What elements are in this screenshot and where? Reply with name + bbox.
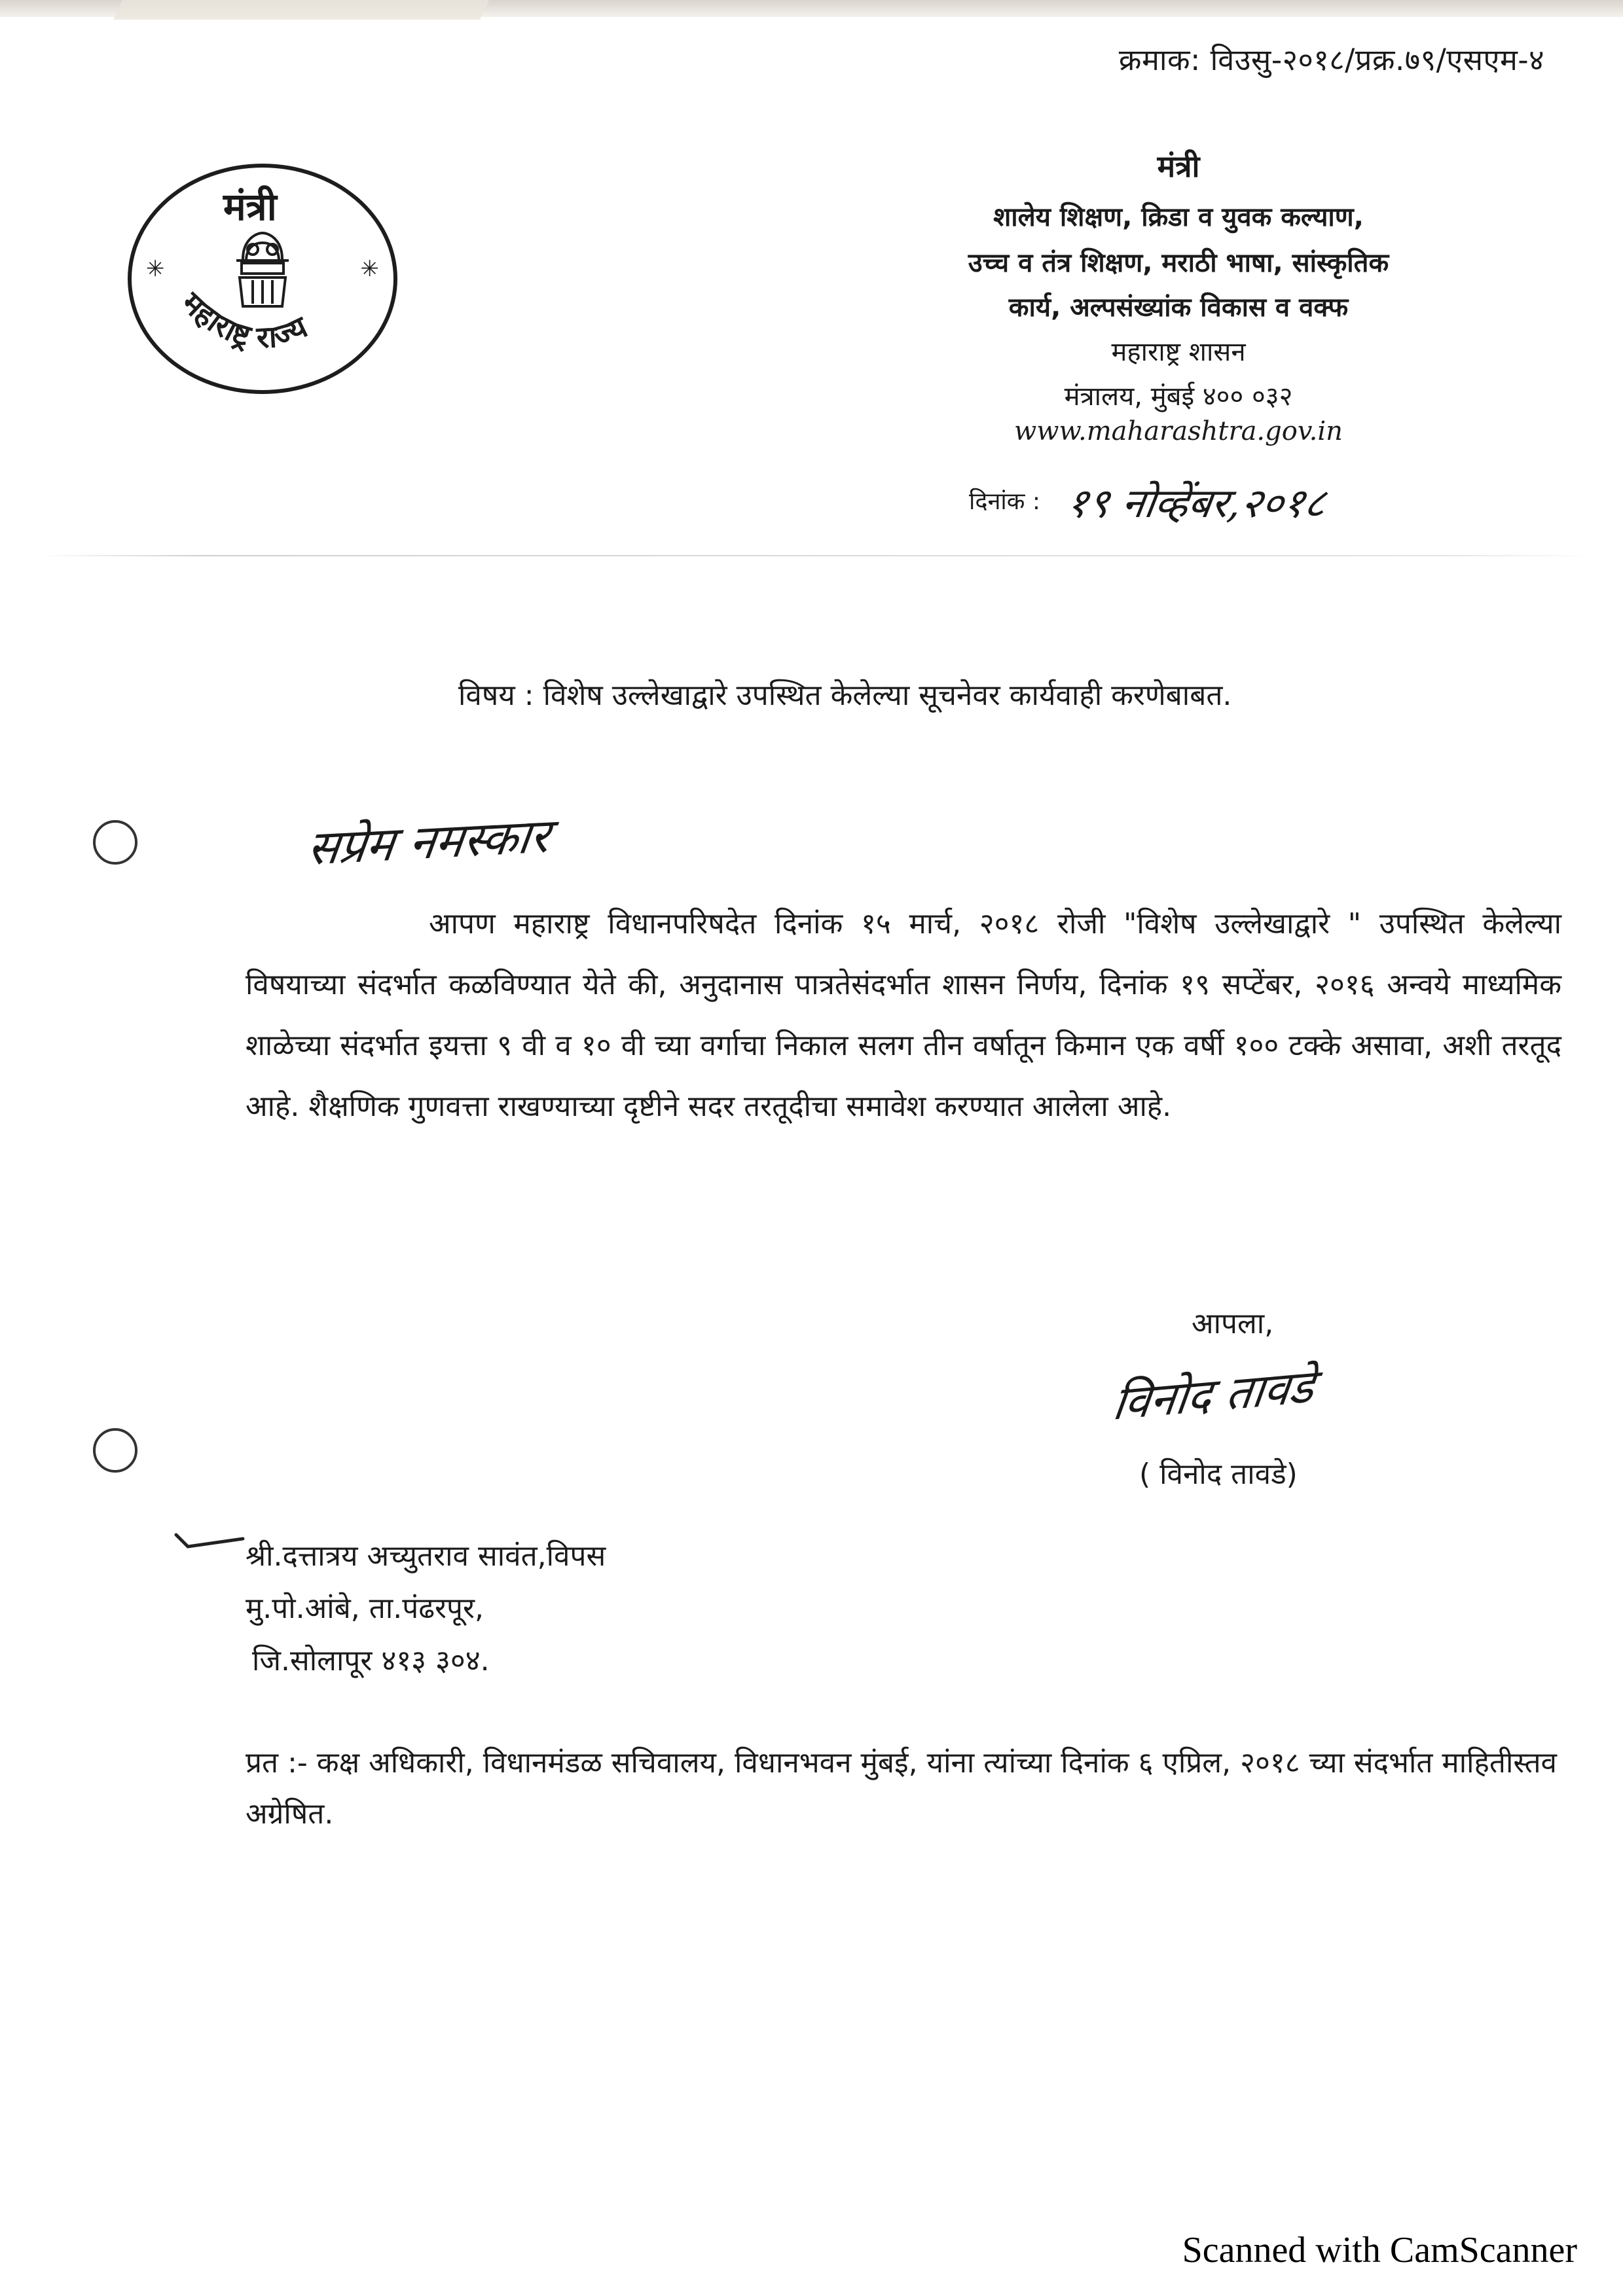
- letter-body: [246, 893, 1561, 1137]
- signatory-name: ( विनोद तावडे): [1139, 1458, 1298, 1491]
- date-handwritten: १९ नोव्हेंबर,२०१८: [1063, 479, 1329, 527]
- recipient-name: श्री.दत्तात्रय अच्युतराव सावंत,विपस: [246, 1539, 606, 1573]
- seal-state-text: महाराष्ट्र राज्य: [175, 285, 313, 355]
- letterhead-address: मंत्रालय, मुंबई ४०० ०३२: [1064, 382, 1293, 412]
- reference-number: क्रमाक: विउसु-२०१८/प्रक्र.७९/एसएम-४: [1118, 43, 1544, 77]
- camscanner-watermark: Scanned with CamScanner: [1182, 2230, 1577, 2270]
- scan-artifact: [113, 0, 489, 20]
- minister-seal: [128, 164, 397, 394]
- letterhead-title: मंत्री: [1157, 149, 1200, 184]
- signature-handwritten: विनोद तावडे: [1110, 1359, 1318, 1431]
- letterhead-government: महाराष्ट्र शासन: [1111, 337, 1246, 367]
- letterhead-portfolio-3: कार्य, अल्पसंख्यांक विकास व वक्फ: [1008, 293, 1349, 323]
- seal-star-right-icon: ✳: [360, 256, 379, 282]
- letterhead-portfolio-2: उच्च व तंत्र शिक्षण, मराठी भाषा, सांस्कृतिक: [968, 248, 1389, 278]
- copy-to-note: प्रत :- कक्ष अधिकारी, विधानमंडळ सचिवालय, विधानभवन मुंबई, यांना त्यांच्या दिनांक ६ एप्रिल, २०१८ च्या संदर्भात माहितीस्तव अग्रेषित.: [246, 1746, 1558, 1831]
- closing: आपला,: [1192, 1307, 1274, 1340]
- salutation-handwritten: सप्रेम नमस्कार: [304, 808, 553, 876]
- letter-body-text: आपण महाराष्ट्र विधानपरिषदेत दिनांक १५ मार्च, २०१८ रोजी "विशेष उल्लेखाद्वारे " उपस्थित केलेल्या विषयाच्या संदर्भात कळविण्यात येते की, अनुदानास पात्रतेसंदर्भात शासन निर्णय, दिनांक १९ सप्टेंबर, २०१६ अन्वये माध्यमिक शाळेच्या संदर्भात इयत्ता ९ वी व १० वी च्या वर्गाचा निकाल सलग तीन वर्षातून किमान एक वर्षी १०० टक्के असावा, अशी तरतूद आहे. शैक्षणिक गुणवत्ता राखण्याच्या दृष्टीने सदर तरतूदीचा समावेश करण्यात आलेला आहे.: [246, 907, 1561, 1123]
- recipient-address-2: जि.सोलापूर ४१३ ३०४.: [252, 1644, 490, 1677]
- date-label: दिनांक :: [969, 488, 1040, 515]
- letterhead-divider: [39, 555, 1597, 556]
- subject-line: विषय : विशेष उल्लेखाद्वारे उपस्थित केलेल्या सूचनेवर कार्यवाही करणेबाबत.: [458, 679, 1232, 712]
- seal-star-left-icon: ✳: [146, 256, 165, 282]
- tick-mark-icon: [173, 1528, 246, 1554]
- seal-bottom-text: [155, 253, 371, 384]
- punch-hole-icon: [93, 1428, 137, 1473]
- seal-title: मंत्री: [223, 185, 277, 229]
- letterhead-website-link[interactable]: www.maharashtra.gov.in: [1014, 416, 1343, 446]
- svg-text:महाराष्ट्र राज्य: [174, 285, 314, 355]
- recipient-address-1: मु.पो.आंबे, ता.पंढरपूर,: [246, 1592, 484, 1625]
- letterhead-portfolio-1: शालेय शिक्षण, क्रिडा व युवक कल्याण,: [993, 202, 1364, 232]
- punch-hole-icon: [93, 820, 137, 865]
